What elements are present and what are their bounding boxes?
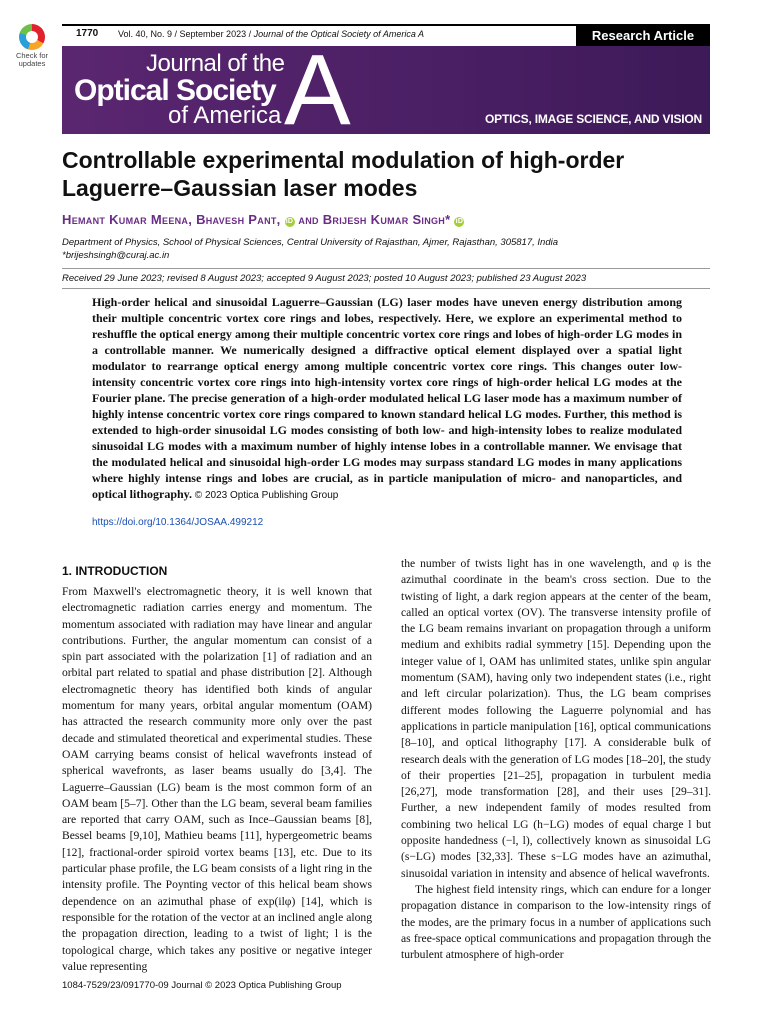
check-for-updates-badge[interactable] <box>14 24 50 68</box>
banner-line-3: of America <box>168 102 282 129</box>
author-2[interactable]: Bhavesh Pant, <box>196 212 285 227</box>
abstract-text: High-order helical and sinusoidal Laguerre–Gaussian (LG) laser modes have uneven energy distribution among their multiple concentric vortex core rings and lobes, respectively. Here, we explore an experimental method to reshuffle the optical energy among their multiple concentric vortex core rings and lobes of high-order LG modes in a controllable manner. We numerically designed a diffractive optical element displayed over a spatial light modulator to rearrange optical energy among multiple concentric vortex core rings. This changes outer low-intensity concentric vortex core rings into high-intensity vortex core rings of high-order helical LG modes at the Fourier plane. The precise generation of a high-order modulated helical LG laser mode has a maximum number of highly intense concentric vortex core rings compared to known standard helical LG modes. Further, this method is extended to high-order sinusoidal LG modes consisting of both low- and high-intensity lobes to realize modulated sinusoidal LG modes with a maximum number of highly intense lobes in a controllable manner. We envisage that the modulated helical and sinusoidal high-order LG modes may surpass standard LG modes in many applications where highly intense rings and lobes are crucial, as in particle manipulation of micro- and nanoparticles, and optical lithography. <box>92 295 682 501</box>
journal-name: Journal of the Optical Society of America A <box>253 29 425 39</box>
banner-line-2: Optical Society <box>74 74 276 107</box>
banner-tagline: OPTICS, IMAGE SCIENCE, AND VISION <box>485 112 702 126</box>
author-list <box>62 212 702 227</box>
doi-link[interactable]: https://doi.org/10.1364/JOSAA.499212 <box>92 517 264 528</box>
author-1[interactable]: Hemant Kumar Meena, <box>62 212 197 227</box>
paragraph: The highest field intensity rings, which can endure for a longer propagation distance in comparison to the low-intensity rings of the modes, are the primary focus in a number of applications such as free-space optical communications and propagation through the turbulent atmosphere of high-order <box>401 882 711 962</box>
issue-info <box>118 29 424 39</box>
section-heading: 1. INTRODUCTION <box>62 564 168 578</box>
orcid-icon[interactable]: iD <box>455 218 464 225</box>
article-type-badge: Research Article <box>576 26 710 46</box>
author-3[interactable]: Brijesh Kumar Singh* <box>322 212 451 227</box>
page-footer: 1084-7529/23/091770-09 Journal © 2023 Optica Publishing Group <box>62 980 342 991</box>
issue-text: Vol. 40, No. 9 / September 2023 / <box>118 29 254 39</box>
paragraph: From Maxwell's electromagnetic theory, it is well known that electromagnetic radiation carries energy and momentum. The momentum associated with radiation may have linear and angular contributions. Further, the angular momentum can consist of a spin part associated with the polarization [1] of radiation and an orbital part related to spatial and phase distribution [2]. Although electromagnetic theory has identified both kinds of angular momentum for many years, orbital angular momentum (OAM) has attracted the research community more only over the past decade and stimulated theoretical and experimental studies. These OAM carrying beams consist of helical wavefronts instead of spherical wavefronts, as laser beams usually do [3,4]. The Laguerre–Gaussian (LG) beam is the most common form of an OAM beam [5–7]. Other than the LG beam, several beam families are reported that carry OAM, such as Ince–Gaussian beams [8], Bessel beams [9,10], Mathieu beams [11], hypergeometric beams [12], fractional-order spiroid vortex beams [13], etc. Due to its particular phase profile, the LG beam consists of a light ring in the intensity profile. The Poynting vector of this helical beam shows dependence on an azimuthal phase of exp(ilφ) [14], which is responsible for the rotation of the vector at an inclined angle along the propagation direction, leading to a twist of light; l is the topological charge, which takes any positive or negative integer value representing <box>62 585 372 973</box>
affiliation-department: Department of Physics, School of Physical Sciences, Central University of Rajasthan, Ajmer, Rajasthan, 305817, India <box>62 237 559 248</box>
banner-letter: A <box>284 46 351 134</box>
page-number: 1770 <box>76 28 99 39</box>
abstract <box>92 294 682 504</box>
history-dates: Received 29 June 2023; revised 8 August 2023; accepted 9 August 2023; posted 10 August 2023; published 23 August 2023 <box>62 268 710 289</box>
affiliation-email[interactable]: *brijeshsingh@curaj.ac.in <box>62 250 170 261</box>
badge-text: Check for updates <box>15 51 49 68</box>
orcid-icon[interactable]: iD <box>285 218 294 225</box>
right-column <box>401 556 711 963</box>
update-icon <box>19 24 45 50</box>
article-title: Controllable experimental modulation of high-order Laguerre–Gaussian laser modes <box>62 147 625 201</box>
banner-line-1: Journal of the <box>146 50 285 77</box>
affiliation <box>62 236 702 262</box>
left-column <box>62 584 372 975</box>
paragraph: the number of twists light has in one wavelength, and φ is the azimuthal coordinate in the beam's cross section. Due to the twisting of light, a dark region appears at the center of the beam, called an optical vortex (OV). The transverse intensity profile of the LG beam remains invariant on propagation through a uniform medium and exhibits radial symmetry [15]. Depending upon the integer value of l, OAM has unlimited states, unlike spin angular momentum (SAM), having only two independent states (i.e., right and left circular polarization). Thus, the LG beam comprises different modes following the Laguerre polynomial and has applications in particle manipulation [16], optical communications [8–10], and optical lithography [17]. A considerable bulk of research deals with the generation of LG modes [18–20], the study of their properties [21–25], propagation in turbulent media [26,27], mode transformation [28], and their uses [29–31]. Further, a new independent family of modes resulted from combining two helical LG (h−LG) modes of equal charge l but opposite handedness (−l, l), collectively known as sinusoidal LG (s−LG) modes [32,33]. These s−LG modes have an azimuthal, sinusoidal variation in intensity and absence of helical wavefronts. <box>401 557 711 880</box>
running-header <box>62 24 710 46</box>
abstract-copyright: © 2023 Optica Publishing Group <box>192 490 339 501</box>
author-conjunction: and <box>294 212 323 227</box>
journal-banner <box>62 46 710 134</box>
